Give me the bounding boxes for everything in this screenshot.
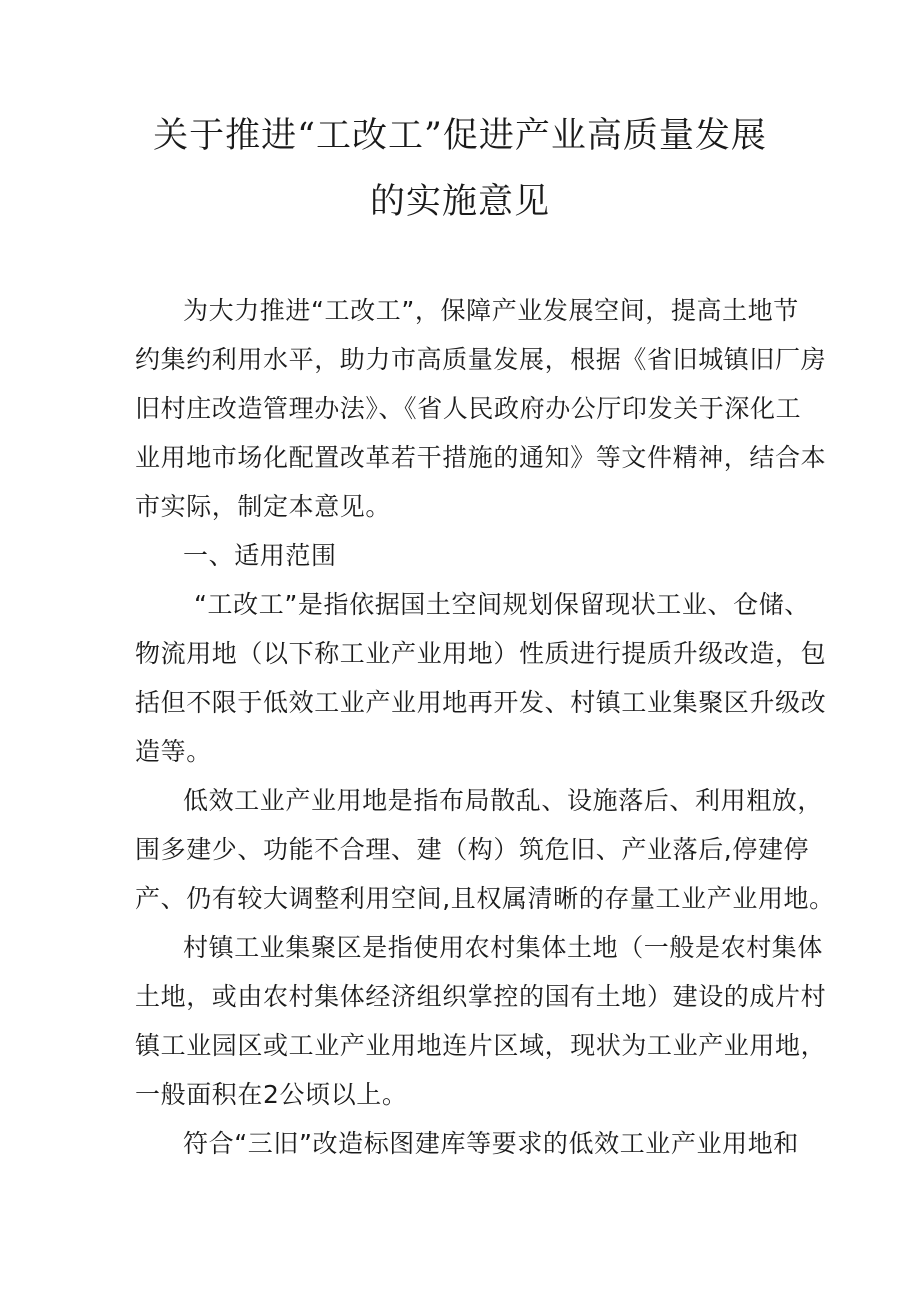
paragraph-2-line-4: 造等。 <box>135 737 212 766</box>
paragraph-1-line-4: 业用地市场化配置改革若干措施的通知》等文件精神，结合本 <box>135 443 827 472</box>
paragraph-4-line-1: 村镇工业集聚区是指使用农村集体土地（一般是农村集体 <box>183 933 824 962</box>
section-heading-scope: 一、适用范围 <box>183 541 337 570</box>
paragraph-1-line-2: 约集约利用水平，助力市高质量发展，根据《省旧城镇旧厂房 <box>135 345 827 374</box>
paragraph-3-line-2: 围多建少、功能不合理、建（构）筑危旧、产业落后,停建停 <box>135 835 810 864</box>
paragraph-1-line-1: 为大力推进“工改工”，保障产业发展空间，提高土地节 <box>183 296 799 325</box>
paragraph-4-line-4: 一般面积在2公顷以上。 <box>135 1080 408 1109</box>
paragraph-1-line-5: 市实际，制定本意见。 <box>135 492 392 521</box>
paragraph-2-line-2: 物流用地（以下称工业产业用地）性质进行提质升级改造，包 <box>135 639 827 668</box>
paragraph-5-line-1: 符合“三旧”改造标图建库等要求的低效工业产业用地和 <box>183 1129 799 1158</box>
paragraph-2-line-1: “工改工”是指依据国土空间规划保留现状工业、仓储、 <box>194 590 810 619</box>
document-title-line-1: 关于推进“工改工”促进产业高质量发展 <box>153 116 767 156</box>
paragraph-2-line-3: 括但不限于低效工业产业用地再开发、村镇工业集聚区升级改 <box>135 688 827 717</box>
paragraph-3-line-3: 产、仍有较大调整利用空间,且权属清晰的存量工业产业用地。 <box>135 884 835 913</box>
paragraph-4-line-3: 镇工业园区或工业产业用地连片区域，现状为工业产业用地， <box>135 1031 827 1060</box>
paragraph-1-line-3: 旧村庄改造管理办法》、《省人民政府办公厅印发关于深化工 <box>135 394 802 423</box>
paragraph-4-line-2: 土地，或由农村集体经济组织掌控的国有土地）建设的成片村 <box>135 982 827 1011</box>
document-title-line-2: 的实施意见 <box>369 182 550 222</box>
paragraph-3-line-1: 低效工业产业用地是指布局散乱、设施落后、利用粗放， <box>183 786 824 815</box>
